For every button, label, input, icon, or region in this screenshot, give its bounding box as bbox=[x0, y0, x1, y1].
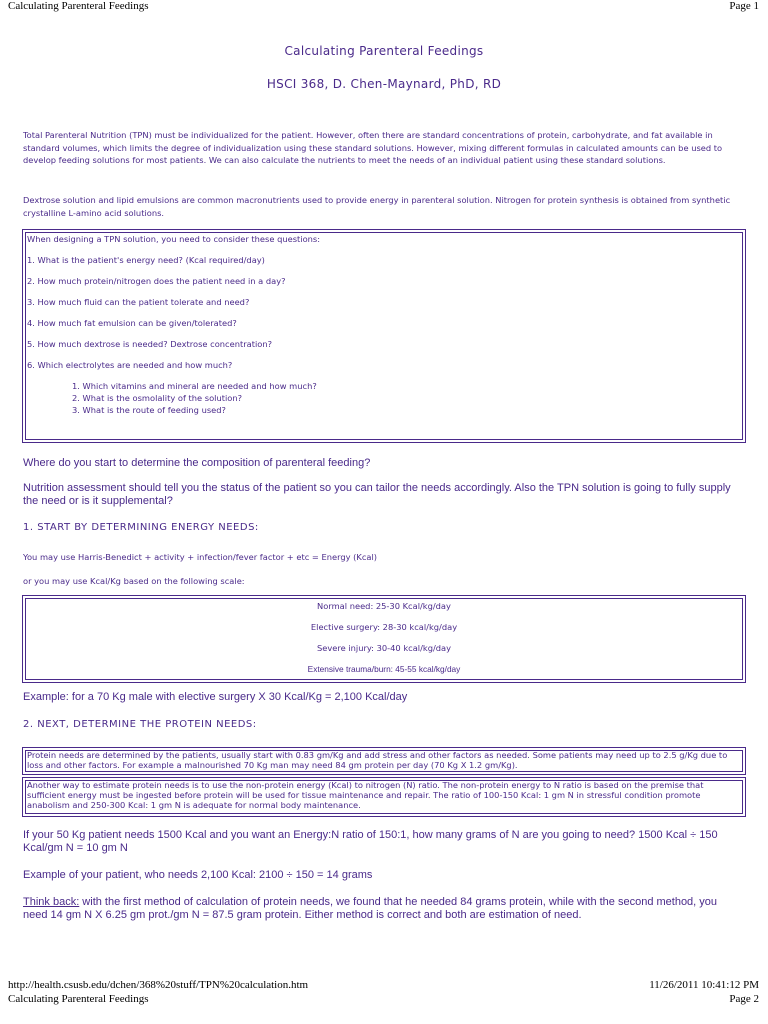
scale-item-last: Extensive trauma/burn: 45-55 kcal/kg/day bbox=[307, 664, 461, 674]
scale-item: Severe injury: 30-40 kcal/kg/day bbox=[316, 643, 452, 653]
question-sub-item: 3. What is the route of feeding used? bbox=[72, 405, 226, 415]
page-header-title: Calculating Parenteral Feedings bbox=[8, 0, 149, 12]
next-page-number: Page 2 bbox=[729, 993, 759, 1005]
document-title: Calculating Parenteral Feedings bbox=[284, 44, 484, 58]
step-1-heading: 1. START BY DETERMINING ENERGY NEEDS: bbox=[23, 522, 259, 533]
document-subtitle: HSCI 368, D. Chen-Maynard, PhD, RD bbox=[266, 77, 502, 91]
energy-example: Example: for a 70 Kg male with elective surgery X 30 Kcal/Kg = 2,100 Kcal/day bbox=[23, 691, 408, 703]
intro-paragraph-2: Dextrose solution and lipid emulsions are common macronutrients used to provide energy in parenteral solution. Nitrogen for protein synthesis is obtained from synthetic crystalline L-amino acid solutions. bbox=[23, 195, 731, 218]
question-item: 1. What is the patient's energy need? (Kcal required/day) bbox=[27, 255, 265, 265]
question-item: 2. How much protein/nitrogen does the patient need in a day? bbox=[27, 276, 286, 286]
question-item: 4. How much fat emulsion can be given/tolerated? bbox=[27, 318, 237, 328]
scale-item: Elective surgery: 28-30 kcal/kg/day bbox=[310, 622, 458, 632]
question-item: 6. Which electrolytes are needed and how much? bbox=[27, 360, 233, 370]
think-back-label: Think back: bbox=[23, 896, 80, 908]
protein-box-2-text: Another way to estimate protein needs is to use the non-protein energy (Kcal) to nitrogen (N) ratio. The non-protein energy to N ratio is based on the premise that sufficient energy must be ingested before protein will be used for tissue maintenance and repair. The ratio of 100-150 Kcal: 1 gm N in stressful condition promote anabolism and 250-300 Kcal: 1 gm N is adequate for normal body maintenance. bbox=[27, 780, 704, 810]
question-where-start: Where do you start to determine the composition of parenteral feeding? bbox=[23, 457, 371, 469]
think-back-paragraph bbox=[23, 896, 741, 922]
question-sub-item: 2. What is the osmolality of the solution? bbox=[72, 393, 243, 403]
footer-timestamp: 11/26/2011 10:41:12 PM bbox=[649, 979, 759, 991]
question-item: 5. How much dextrose is needed? Dextrose concentration? bbox=[27, 339, 273, 349]
question-item: 3. How much fluid can the patient tolerate and need? bbox=[27, 297, 250, 307]
think-back-text: with the first method of calculation of protein needs, we found that he needed 84 grams protein, while with the second method, you need 14 gm N X 6.25 gm prot./gm N = 87.5 gram protein. Either method is correct and both are estimation of need. bbox=[23, 896, 718, 921]
page-number: Page 1 bbox=[729, 0, 759, 12]
question-sub-item: 1. Which vitamins and mineral are needed and how much? bbox=[72, 381, 317, 391]
step-2-heading: 2. NEXT, DETERMINE THE PROTEIN NEEDS: bbox=[23, 719, 257, 730]
intro-paragraph: Total Parenteral Nutrition (TPN) must be individualized for the patient. However, often there are standard concentrations of protein, carbohydrate, and fat available in standard volumes, which limits the degree of individualization using these standard solutions. However, mixing different formulas in calculated amounts can be used to develop feeding solutions for most patients. We can also calculate the nutrients to meet the needs of an individual patient using these standard solutions. bbox=[23, 130, 723, 165]
next-page-header-title: Calculating Parenteral Feedings bbox=[8, 993, 149, 1005]
scale-item: Normal need: 25-30 Kcal/kg/day bbox=[317, 601, 451, 611]
scale-intro-text: or you may use Kcal/Kg based on the following scale: bbox=[23, 576, 245, 586]
patient-example: Example of your patient, who needs 2,100 Kcal: 2100 ÷ 150 = 14 grams bbox=[23, 869, 373, 881]
questions-heading: When designing a TPN solution, you need to consider these questions: bbox=[27, 234, 321, 244]
protein-box-1-text: Protein needs are determined by the patients, usually start with 0.83 gm/Kg and add stress and other factors as needed. Some patients may need up to 2.5 g/Kg due to loss and other factors. For example a malnourished 70 Kg man may need 84 gm protein per day (70 Kg X 1.2 gm/Kg). bbox=[27, 750, 728, 770]
assessment-paragraph: Nutrition assessment should tell you the status of the patient so you can tailor the needs accordingly. Also the TPN solution is going to fully supply the need or is it supplemental? bbox=[23, 482, 731, 507]
footer-url: http://health.csusb.edu/dchen/368%20stuff/TPN%20calculation.htm bbox=[8, 979, 309, 991]
ratio-question: If your 50 Kg patient needs 1500 Kcal and you want an Energy:N ratio of 150:1, how many grams of N are you going to need? 1500 Kcal ÷ 150 Kcal/gm N = 10 gm N bbox=[23, 829, 718, 854]
harris-benedict-text: You may use Harris-Benedict + activity + infection/fever factor + etc = Energy (Kcal) bbox=[23, 552, 378, 562]
